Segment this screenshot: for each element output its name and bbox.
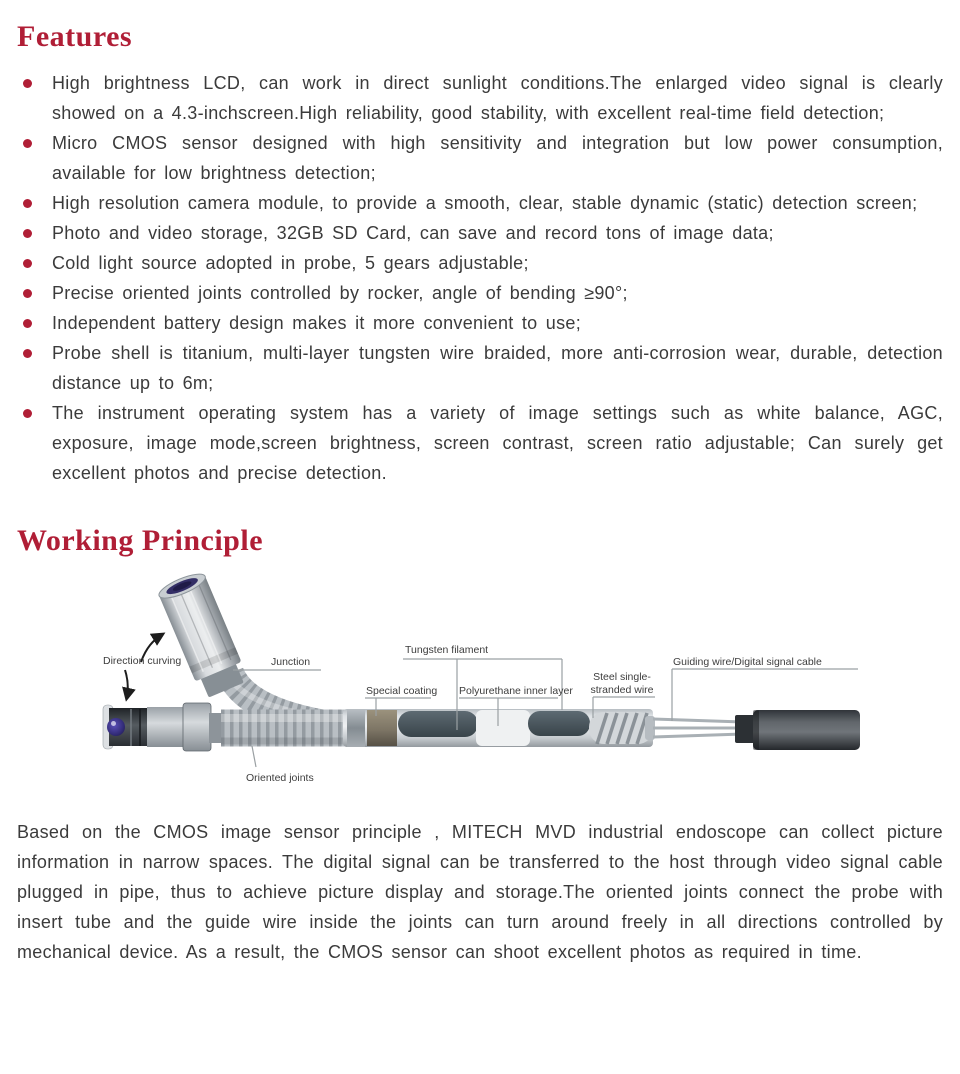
label-guiding-wire: Guiding wire/Digital signal cable (673, 656, 822, 668)
feature-item: High brightness LCD, can work in direct sunlight conditions.The enlarged video signal is clearly showed on a 4.3-inchscreen.High reliability, good stability, with excellent real-time field detection; (17, 68, 943, 128)
label-tungsten-filament: Tungsten filament (405, 644, 489, 656)
endoscope-structure-diagram (95, 569, 945, 801)
feature-item: Photo and video storage, 32GB SD Card, can save and record tons of image data; (17, 218, 943, 248)
label-special-coating: Special coating (366, 685, 438, 697)
working-principle-description: Based on the CMOS image sensor principle , MITECH MVD industrial endoscope can collect picture information in narrow spaces. The digital signal can be transferred to the host through video signal cable plugged in pipe, thus to achieve picture display and storage.The oriented joints connect the probe with insert tube and the guide wire inside the joints can turn around freely in all directions controlled by mechanical device. As a result, the CMOS sensor can shoot excellent photos as required in time. (17, 822, 943, 962)
signal-cable (735, 710, 860, 750)
feature-item: Precise oriented joints controlled by rocker, angle of bending ≥90°; (17, 278, 943, 308)
feature-item: The instrument operating system has a variety of image settings such as white balance, AGC, exposure, image mode,screen brightness, screen contrast, screen ratio adjustable; Can surely get excellent photos and precise detection. (17, 398, 943, 488)
features-list (17, 68, 943, 488)
oriented-joints-braid (221, 718, 347, 741)
label-oriented-joints: Oriented joints (246, 772, 314, 784)
curving-arrow-down (125, 670, 128, 699)
probe-camera-head (103, 703, 221, 751)
feature-item: Micro CMOS sensor designed with high sensitivity and integration but low power consumption, available for low brightness detection; (17, 128, 943, 188)
endoscope-diagram-svg (95, 569, 945, 801)
working-principle-section-title: Working Principle (17, 524, 264, 557)
label-steel-wire-line2: stranded wire (590, 684, 654, 696)
feature-item: Independent battery design makes it more convenient to use; (17, 308, 943, 338)
bent-probe-barrel (156, 569, 249, 699)
label-direction-curving: Direction curving (103, 655, 182, 667)
label-junction: Junction (271, 656, 311, 668)
feature-item: High resolution camera module, to provide a smooth, clear, stable dynamic (static) detection screen; (17, 188, 943, 218)
feature-item: Cold light source adopted in probe, 5 gears adjustable; (17, 248, 943, 278)
tungsten-braid-band (398, 711, 478, 737)
steel-wire-spiral (589, 712, 655, 744)
polyurethane-layer-band (476, 710, 530, 746)
guide-wires (653, 719, 743, 737)
feature-item: Probe shell is titanium, multi-layer tungsten wire braided, more anti-corrosion wear, durable, detection distance up to 6m; (17, 338, 943, 398)
label-steel-wire-line1: Steel single- (593, 671, 651, 683)
label-polyurethane-inner-layer: Polyurethane inner layer (459, 685, 573, 697)
special-coating-band (367, 710, 397, 746)
features-section-title: Features (17, 20, 133, 53)
